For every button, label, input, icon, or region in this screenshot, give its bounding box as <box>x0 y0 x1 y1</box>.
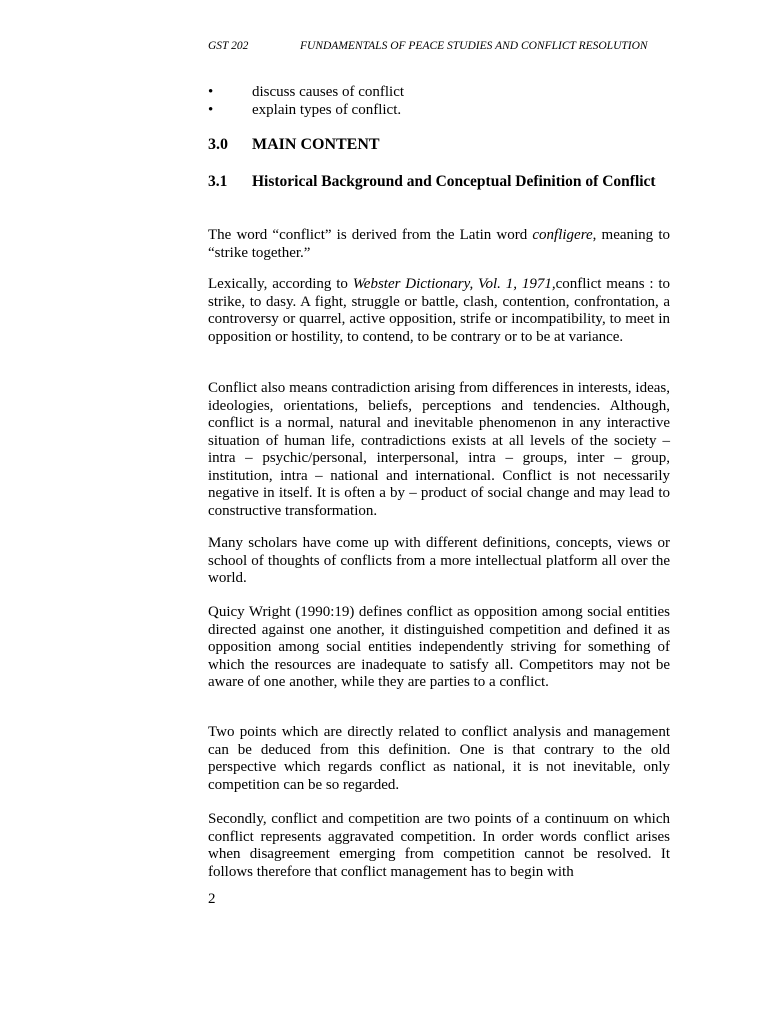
latin-term: confligere <box>532 227 593 243</box>
paragraph-lexical <box>208 276 670 346</box>
paragraph-wright: Quicy Wright (1990:19) defines conflict as opposition among social entities directed against one another, it distinguished competition and defined it as opposition among social entities independently striving for something of which the resources are inadequate to satisfy all. Competitors may not be aware of one another, while they are parties to a conflict. <box>208 604 670 690</box>
paragraph-text: The word “conflict” is derived from the Latin word <box>208 227 533 243</box>
section-heading <box>208 136 670 154</box>
list-item-text: discuss causes of conflict <box>252 84 405 100</box>
paragraph-etymology <box>208 227 670 262</box>
bullet-marker: • <box>208 84 214 100</box>
list-item-text: explain types of conflict. <box>252 102 402 118</box>
paragraph-text: conflict means : to strike, to dasy. A fight, struggle or battle, clash, contention, confrontation, a controversy or quarrel, active opposition, strife or incompatibility, to meet in opposition or hostility, to contend, to be contrary or to be at variance. <box>208 276 671 345</box>
list-item <box>208 83 670 101</box>
list-item <box>208 101 670 119</box>
bullet-marker: • <box>208 102 214 118</box>
paragraph-continuum: Secondly, conflict and competition are two points of a continuum on which conflict represents aggravated competition. In order words conflict arises when disagreement emerging from competition cannot be resolved. It follows therefore that conflict management has to begin with <box>208 811 670 880</box>
section-title: MAIN CONTENT <box>252 136 380 153</box>
paragraph-text: Lexically, according to <box>208 276 353 292</box>
running-header <box>208 40 670 52</box>
course-title: FUNDAMENTALS OF PEACE STUDIES AND CONFLICT RESOLUTION <box>300 40 648 52</box>
subsection-number: 3.1 <box>208 173 228 190</box>
course-code: GST 202 <box>208 40 249 52</box>
page-number: 2 <box>208 891 216 907</box>
objectives-list <box>208 83 670 119</box>
paragraph-contradiction: Conflict also means contradiction arising from differences in interests, ideas, ideologies, orientations, beliefs, perceptions and tendencies. Although, conflict is a normal, natural and inevitable phenomenon in any interactive situation of human life, contradictions exists at all levels of the society – intra – psychic/personal, interpersonal, intra – groups, inter – group, institution, intra – national and international. Conflict is not necessarily negative in itself. It is often a by – product of social change and may lead to constructive transformation. <box>208 380 670 519</box>
subsection-title: Historical Background and Conceptual Definition of Conflict <box>252 173 656 190</box>
paragraph-scholars: Many scholars have come up with different definitions, concepts, views or school of thoughts of conflicts from a more intellectual platform all over the world. <box>208 535 670 586</box>
paragraph-text: , meaning to “strike together.” <box>208 227 670 261</box>
section-number: 3.0 <box>208 136 228 153</box>
subsection-heading <box>208 172 670 191</box>
citation: Webster Dictionary, Vol. 1, 1971, <box>352 276 556 292</box>
paragraph-two-points: Two points which are directly related to conflict analysis and management can be deduced from this definition. One is that contrary to the old perspective which regards conflict as national, it is not inevitable, only competition can be so regarded. <box>208 724 670 793</box>
